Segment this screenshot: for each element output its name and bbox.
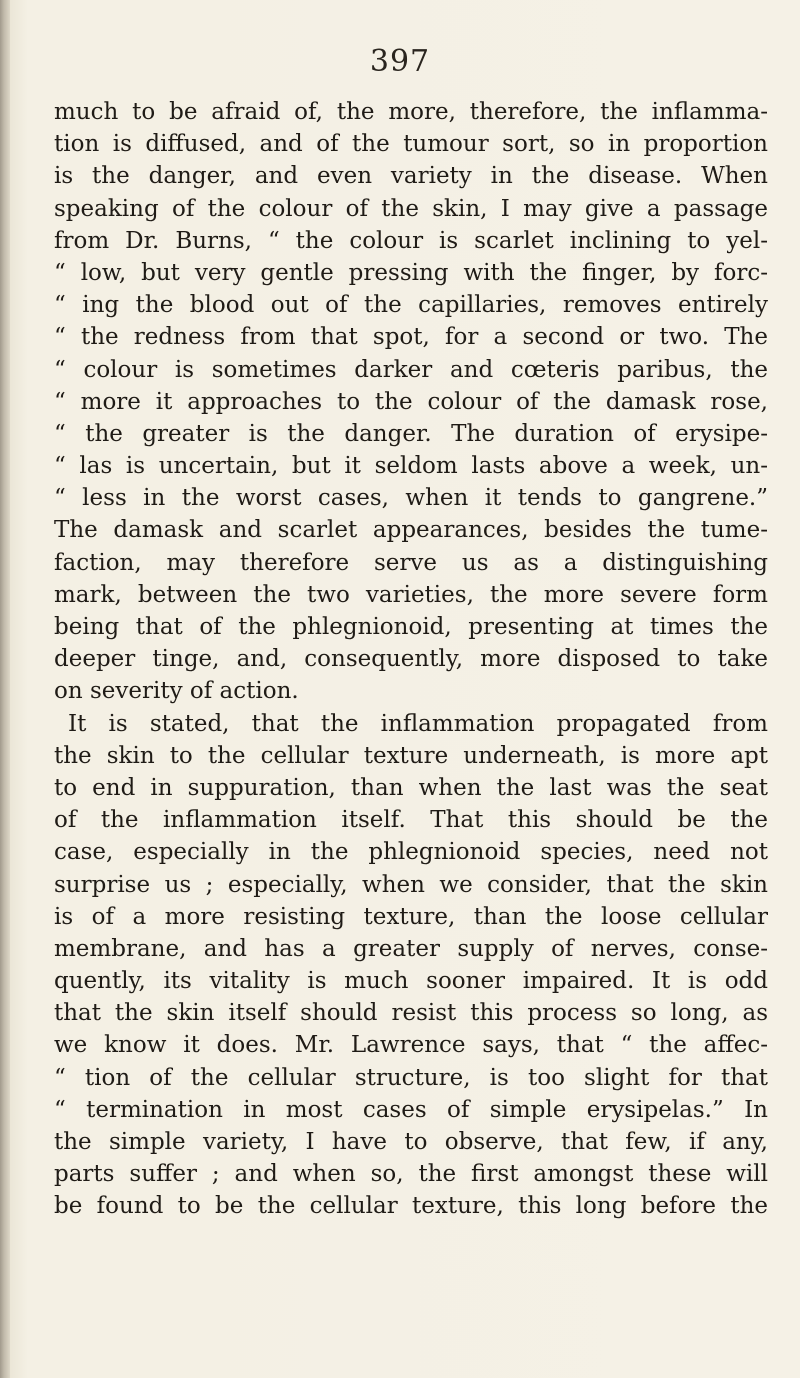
text-line: is the danger, and even variety in the disease. When — [54, 163, 768, 190]
text-line: we know it does. Mr. Lawrence says, that “ the affec- — [54, 1032, 768, 1059]
text-line: membrane, and has a greater supply of nerves, conse- — [54, 935, 768, 962]
text-line: being that of the phlegnionoid, presenting at times the — [54, 614, 768, 640]
text-line: “ ing the blood out of the capillaries, removes entirely — [54, 292, 768, 319]
text-line: speaking of the colour of the skin, I may give a passage — [54, 195, 768, 222]
text-line: faction, may therefore serve us as a distinguishing — [54, 549, 768, 576]
text-line: that the skin itself should resist this process so long, as — [54, 1000, 768, 1027]
text-line: surprise us ; especially, when we consider, that the skin — [54, 871, 768, 898]
text-line: It is stated, that the inflammation propagated from — [68, 710, 768, 737]
text-line: is of a more resisting texture, than the loose cellular — [54, 903, 768, 930]
text-line: “ colour is sometimes darker and cœteris paribus, the — [54, 356, 768, 383]
page-binding-edge — [0, 0, 10, 1378]
text-line: “ tion of the cellular structure, is too slight for that — [54, 1064, 768, 1091]
text-line: “ the greater is the danger. The duration of erysipe- — [54, 420, 768, 447]
text-line: deeper tinge, and, consequently, more disposed to take — [54, 646, 768, 673]
text-line: the skin to the cellular texture underneath, is more apt — [54, 742, 768, 769]
page-number: 397 — [369, 44, 431, 79]
text-line: “ las is uncertain, but it seldom lasts above a week, un- — [54, 453, 768, 480]
text-line: “ low, but very gentle pressing with the finger, by forc- — [54, 259, 768, 286]
text-line: case, especially in the phlegnionoid species, need not — [54, 839, 768, 866]
text-line: be found to be the cellular texture, this long before the — [54, 1193, 768, 1220]
text-line: “ less in the worst cases, when it tends to gangrene.” — [54, 485, 768, 512]
text-line: of the inflammation itself. That this should be the — [54, 807, 768, 834]
text-line: “ the redness from that spot, for a second or two. The — [54, 324, 768, 351]
text-line: mark, between the two varieties, the more severe form — [54, 581, 768, 608]
text-line: much to be afraid of, the more, therefore, the inflamma- — [54, 99, 768, 125]
body-text — [54, 96, 768, 1223]
text-line: The damask and scarlet appearances, besides the tume- — [54, 517, 768, 544]
text-line: tion is diffused, and of the tumour sort, so in proportion — [54, 131, 768, 158]
text-line: parts suffer ; and when so, the first amongst these will — [54, 1161, 768, 1188]
text-line: on severity of action. — [54, 678, 299, 705]
text-line: the simple variety, I have to observe, that few, if any, — [54, 1129, 768, 1155]
text-line: to end in suppuration, than when the last was the seat — [54, 774, 768, 801]
text-line: from Dr. Burns, “ the colour is scarlet inclining to yel- — [54, 227, 768, 254]
text-line: “ more it approaches to the colour of the damask rose, — [54, 388, 768, 415]
text-line: “ termination in most cases of simple erysipelas.” In — [54, 1096, 768, 1123]
text-line: quently, its vitality is much sooner impaired. It is odd — [54, 968, 768, 995]
